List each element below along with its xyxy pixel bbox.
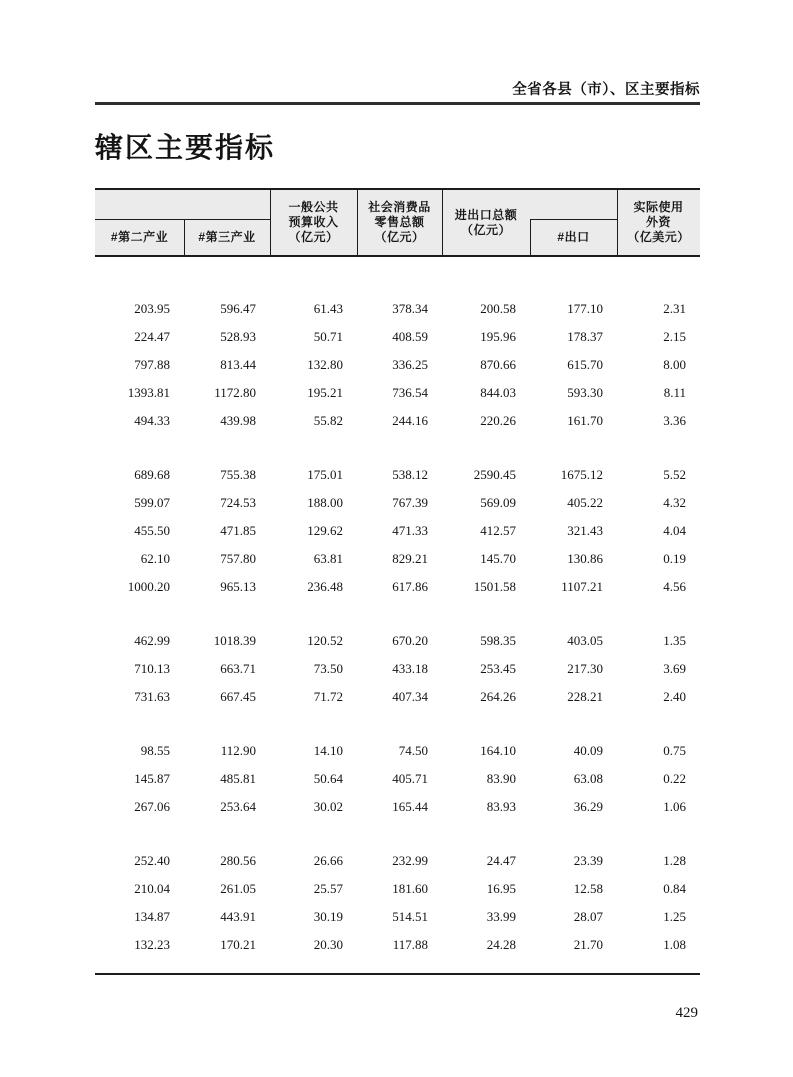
- table-cell: 0.84: [663, 881, 686, 896]
- table-header: [95, 188, 700, 257]
- table-cell: 21.70: [573, 937, 603, 952]
- table-cell: 55.82: [313, 413, 343, 428]
- table-cell: 50.71: [313, 329, 343, 344]
- page-title: 辖区主要指标: [95, 131, 276, 164]
- column-header-label: 预算收入: [288, 215, 339, 229]
- table-row: [95, 683, 700, 711]
- table-cell: 408.59: [392, 329, 428, 344]
- table-row: [95, 903, 700, 931]
- table-cell: 439.98: [220, 413, 256, 428]
- table-cell: 83.90: [486, 771, 516, 786]
- table-cell: 177.10: [567, 301, 603, 316]
- table-cell: 1.25: [663, 909, 686, 924]
- table-cell: 36.29: [573, 799, 603, 814]
- table-row: [95, 351, 700, 379]
- table-cell: 870.66: [480, 357, 516, 372]
- column-header-export: [530, 220, 617, 255]
- table-cell: 593.30: [567, 385, 603, 400]
- column-header-tertiary-industry: [184, 220, 270, 255]
- table-cell: 617.86: [392, 579, 428, 594]
- table-cell: 443.91: [220, 909, 256, 924]
- table-cell: 4.56: [663, 579, 686, 594]
- table-cell: 455.50: [134, 523, 170, 538]
- table-row: [95, 627, 700, 655]
- table-cell: 596.47: [220, 301, 256, 316]
- table-cell: 667.45: [220, 689, 256, 704]
- column-header-label: 一般公共: [288, 200, 339, 214]
- table-row: [95, 461, 700, 489]
- table-cell: 4.04: [663, 523, 686, 538]
- table-cell: 3.36: [663, 413, 686, 428]
- table-cell: 175.01: [307, 467, 343, 482]
- column-header-public-budget: [270, 190, 357, 255]
- table-cell: 63.08: [573, 771, 603, 786]
- table-cell: 528.93: [220, 329, 256, 344]
- table-cell: 599.07: [134, 495, 170, 510]
- table-cell: 1501.58: [473, 579, 516, 594]
- table-cell: 1.06: [663, 799, 686, 814]
- table-cell: 30.19: [313, 909, 343, 924]
- column-header-label: 零售总额: [374, 215, 425, 229]
- table-cell: 2.40: [663, 689, 686, 704]
- table-cell: 538.12: [392, 467, 428, 482]
- table-row: [95, 323, 700, 351]
- running-header: [95, 82, 700, 99]
- block-separator: [95, 435, 700, 461]
- table-cell: 210.04: [134, 881, 170, 896]
- table-cell: 1.28: [663, 853, 686, 868]
- table-cell: 112.90: [220, 743, 256, 758]
- table-cell: 20.30: [313, 937, 343, 952]
- block-separator: [95, 821, 700, 847]
- table-cell: 264.26: [480, 689, 516, 704]
- column-header-unit: （亿元）: [288, 230, 339, 244]
- table-cell: 178.37: [567, 329, 603, 344]
- table-cell: 280.56: [220, 853, 256, 868]
- table-cell: 403.05: [567, 633, 603, 648]
- header-rule: [95, 102, 700, 105]
- table-cell: 195.21: [307, 385, 343, 400]
- table-cell: 494.33: [134, 413, 170, 428]
- table-cell: 0.75: [663, 743, 686, 758]
- table-cell: 1.35: [663, 633, 686, 648]
- table-cell: 1.08: [663, 937, 686, 952]
- page-number: 429: [675, 1005, 698, 1021]
- table-cell: 462.99: [134, 633, 170, 648]
- table-cell: 731.63: [134, 689, 170, 704]
- table-cell: 164.10: [480, 743, 516, 758]
- table-cell: 63.81: [313, 551, 343, 566]
- table-cell: 514.51: [392, 909, 428, 924]
- table-cell: 62.10: [140, 551, 170, 566]
- table-cell: 8.11: [663, 385, 686, 400]
- table-cell: 161.70: [567, 413, 603, 428]
- table-cell: 1107.21: [561, 579, 603, 594]
- table-cell: 74.50: [398, 743, 428, 758]
- table-cell: 0.19: [663, 551, 686, 566]
- table-cell: 132.80: [307, 357, 343, 372]
- table-row: [95, 737, 700, 765]
- table-row: [95, 573, 700, 601]
- column-header-label: #出口: [557, 230, 590, 244]
- table-cell: 120.52: [307, 633, 343, 648]
- table-body: [95, 257, 700, 975]
- table-cell: 755.38: [220, 467, 256, 482]
- column-header-import-export: [442, 190, 530, 255]
- table-cell: 61.43: [313, 301, 343, 316]
- table-cell: 14.10: [313, 743, 343, 758]
- table-row: [95, 931, 700, 959]
- column-header-fdi: [617, 190, 700, 255]
- table-cell: 598.35: [480, 633, 516, 648]
- column-header-unit: （亿元）: [460, 222, 511, 237]
- table-cell: 267.06: [134, 799, 170, 814]
- table-row: [95, 379, 700, 407]
- table-cell: 757.80: [220, 551, 256, 566]
- table-row: [95, 489, 700, 517]
- table-cell: 195.96: [480, 329, 516, 344]
- table-cell: 30.02: [313, 799, 343, 814]
- table-cell: 3.69: [663, 661, 686, 676]
- table-cell: 132.23: [134, 937, 170, 952]
- table-row: [95, 847, 700, 875]
- table-cell: 145.70: [480, 551, 516, 566]
- column-header-label: #第三产业: [198, 230, 256, 244]
- table-cell: 2.31: [663, 301, 686, 316]
- column-header-unit: （亿美元）: [627, 230, 690, 244]
- table-cell: 117.88: [392, 937, 428, 952]
- column-header-label: 进出口总额: [454, 207, 518, 222]
- table-row: [95, 875, 700, 903]
- table-cell: 25.57: [313, 881, 343, 896]
- table-cell: 170.21: [220, 937, 256, 952]
- table-cell: 471.33: [392, 523, 428, 538]
- table-cell: 965.13: [220, 579, 256, 594]
- table-cell: 405.22: [567, 495, 603, 510]
- table-cell: 98.55: [140, 743, 170, 758]
- block-separator: [95, 711, 700, 737]
- table-cell: 203.95: [134, 301, 170, 316]
- table-cell: 736.54: [392, 385, 428, 400]
- column-header-label: #第二产业: [110, 230, 169, 244]
- table-cell: 813.44: [220, 357, 256, 372]
- table-cell: 224.47: [134, 329, 170, 344]
- table-cell: 134.87: [134, 909, 170, 924]
- table-cell: 710.13: [134, 661, 170, 676]
- table-cell: 261.05: [220, 881, 256, 896]
- table-cell: 253.45: [480, 661, 516, 676]
- table-cell: 471.85: [220, 523, 256, 538]
- table-cell: 129.62: [307, 523, 343, 538]
- table-cell: 485.81: [220, 771, 256, 786]
- table-cell: 33.99: [486, 909, 516, 924]
- table-cell: 336.25: [392, 357, 428, 372]
- table-cell: 145.87: [134, 771, 170, 786]
- table-cell: 24.47: [486, 853, 516, 868]
- table-cell: 236.48: [307, 579, 343, 594]
- table-cell: 83.93: [486, 799, 516, 814]
- table-row: [95, 545, 700, 573]
- table-cell: 40.09: [573, 743, 603, 758]
- table-cell: 378.34: [392, 301, 428, 316]
- table-cell: 252.40: [134, 853, 170, 868]
- table-cell: 321.43: [567, 523, 603, 538]
- table-cell: 188.00: [307, 495, 343, 510]
- column-header-label: 外资: [645, 215, 671, 229]
- table-cell: 663.71: [220, 661, 256, 676]
- table-cell: 4.32: [663, 495, 686, 510]
- table-cell: 1000.20: [127, 579, 170, 594]
- table-cell: 130.86: [567, 551, 603, 566]
- table-cell: 181.60: [392, 881, 428, 896]
- table-cell: 24.28: [486, 937, 516, 952]
- table-cell: 2.15: [663, 329, 686, 344]
- table-cell: 1018.39: [213, 633, 256, 648]
- table-cell: 217.30: [567, 661, 603, 676]
- table-cell: 0.22: [663, 771, 686, 786]
- table-cell: 50.64: [313, 771, 343, 786]
- table-cell: 23.39: [573, 853, 603, 868]
- table-cell: 724.53: [220, 495, 256, 510]
- table-cell: 405.71: [392, 771, 428, 786]
- table-cell: 615.70: [567, 357, 603, 372]
- table-cell: 253.64: [220, 799, 256, 814]
- table-cell: 71.72: [313, 689, 343, 704]
- table-cell: 1172.80: [214, 385, 256, 400]
- column-header-secondary-industry: [95, 220, 184, 255]
- table-cell: 2590.45: [473, 467, 516, 482]
- table-row: [95, 295, 700, 323]
- column-header-label: 实际使用: [633, 200, 684, 214]
- table-cell: 220.26: [480, 413, 516, 428]
- table-row: [95, 765, 700, 793]
- table-cell: 569.09: [480, 495, 516, 510]
- table-cell: 16.95: [486, 881, 516, 896]
- table-cell: 689.68: [134, 467, 170, 482]
- indicators-table: [95, 188, 700, 975]
- table-cell: 412.57: [480, 523, 516, 538]
- table-cell: 28.07: [573, 909, 603, 924]
- table-cell: 228.21: [567, 689, 603, 704]
- table-cell: 165.44: [392, 799, 428, 814]
- table-cell: 797.88: [134, 357, 170, 372]
- table-cell: 829.21: [392, 551, 428, 566]
- column-header-retail-sales: [357, 190, 442, 255]
- table-cell: 26.66: [313, 853, 343, 868]
- table-cell: 8.00: [663, 357, 686, 372]
- table-cell: 407.34: [392, 689, 428, 704]
- table-row: [95, 793, 700, 821]
- table-row: [95, 655, 700, 683]
- table-cell: 73.50: [313, 661, 343, 676]
- table-cell: 200.58: [480, 301, 516, 316]
- table-row: [95, 517, 700, 545]
- block-separator: [95, 601, 700, 627]
- column-header-unit: （亿元）: [374, 230, 425, 244]
- table-cell: 12.58: [573, 881, 603, 896]
- table-cell: 1675.12: [560, 467, 603, 482]
- table-cell: 433.18: [392, 661, 428, 676]
- running-header-text: 全省各县（市）、区主要指标: [512, 82, 700, 98]
- table-cell: 670.20: [392, 633, 428, 648]
- table-cell: 844.03: [480, 385, 516, 400]
- table-cell: 244.16: [392, 413, 428, 428]
- column-header-label: 社会消费品: [368, 200, 431, 214]
- table-cell: 1393.81: [127, 385, 170, 400]
- table-cell: 5.52: [663, 467, 686, 482]
- table-row: [95, 407, 700, 435]
- table-cell: 232.99: [392, 853, 428, 868]
- table-cell: 767.39: [392, 495, 428, 510]
